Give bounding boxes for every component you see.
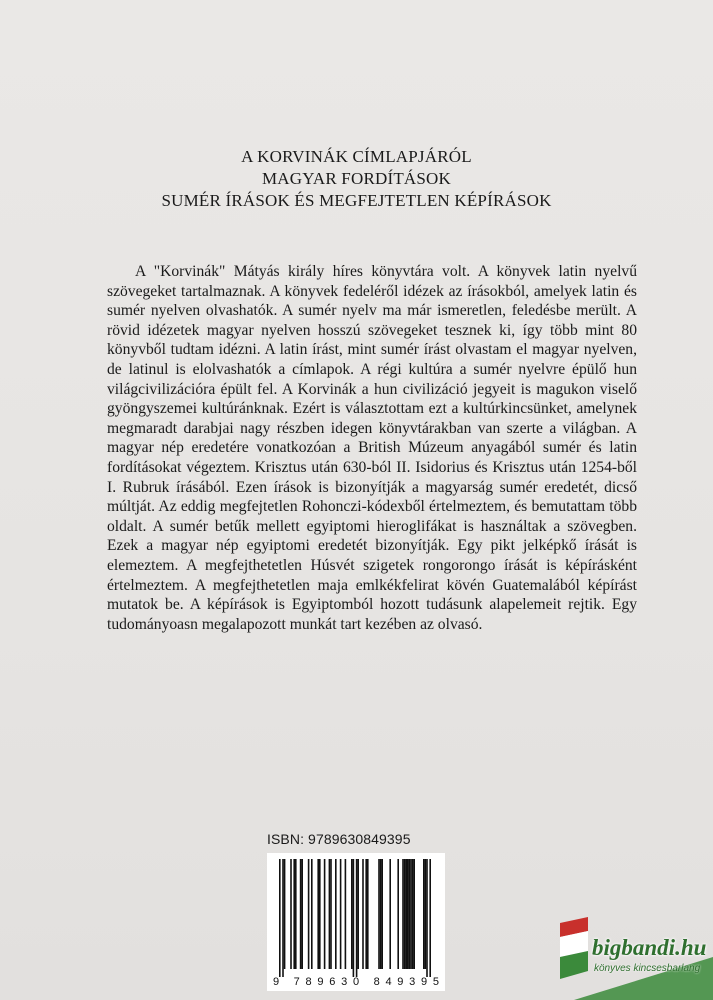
barcode-bar [282, 859, 284, 977]
barcode-bar [378, 859, 380, 969]
logo-name: bigbandi.hu [592, 935, 707, 960]
blurb-text [107, 262, 637, 634]
barcode-bar [308, 859, 310, 969]
barcode-bar [301, 859, 303, 969]
barcode-bar [330, 859, 332, 969]
barcode-bar [389, 859, 391, 969]
barcode-bar [367, 859, 369, 969]
barcode-bar [409, 859, 411, 969]
isbn-block [267, 831, 445, 994]
bigbandi-logo [560, 895, 713, 1000]
barcode-bar [311, 859, 313, 969]
barcode-bar [362, 859, 364, 969]
barcode-bar [423, 859, 425, 969]
barcode-bar [357, 859, 359, 969]
barcode-bar [412, 859, 414, 969]
isbn-barcode [267, 853, 445, 991]
barcode-bar [407, 859, 409, 969]
barcode-bar [300, 859, 302, 969]
heading-line-2: MAGYAR FORDÍTÁSOK [261, 169, 451, 188]
barcode-bar [353, 859, 355, 977]
barcode-bar [402, 859, 404, 969]
barcode-bar [290, 859, 292, 969]
barcode-bar [365, 859, 367, 969]
barcode-bar [319, 859, 321, 969]
barcode-bar [397, 859, 399, 969]
barcode-bar [404, 859, 406, 969]
barcode-bar [335, 859, 337, 969]
barcode-bar [380, 859, 382, 969]
barcode-bar [295, 859, 297, 969]
barcode-bar [426, 859, 428, 977]
barcode-digits: 9 789630 849395 [273, 976, 439, 988]
blurb-paragraph: A "Korvinák" Mátyás király híres könyvtára volt. A könyvek latin nyelvű szövegeket tartalmaznak. A könyvek fedeléről idézek az írásokból, amelyek latin és sumér nyelven olvashatók. A sumér nyelv ma már ismeretlen, feledésbe merült. A rövid idézetek magyar nyelven hosszú szövegeket tesznek ki, így több mint 80 könyvből tudtam idézni. A latin írást, mint sumér írást olvastam el magyar nyelven, de latinul is elolvashatók a címlapok. A régi kultúra a sumér nyelvre épülő hun világcivilizációra épült fel. A Korvinák a hun civilizáció jegyeit is magukon viselő gyöngyszemei kultúránknak. Ezért is választottam ezt a kultúrkincsünket, amelynek megmaradt darabjai nagy részben idegen könyvtárakban van szerte a világban. A magyar nép eredetére vonatkozóan a British Múzeum anyagából sumér és latin fordításokat végeztem. Krisztus után 630-ból II. Isidorius és Krisztus után 1254-ből I. Rubruk írásából. Ezen írások is bizonyítják a magyarság sumér eredetét, dicső múltját. Az eddig megfejtetlen Rohonczi-kódexből értelmeztem, és bemutattam több oldalt. A sumér betűk mellett egyiptomi hieroglifákat is használtak a szövegben. Ezek a magyar nép egyiptomi eredetét bizonyítják. Egy pikt jelképkő írását is elemeztem. A megfejthetetlen Húsvét szigetek rongorongo írását is képírásként értelmeztem. A megfejthetetlen maja emlkékfelirat kövén Guatemalából képírást mutatok be. A képírások is Egyiptomból hozott tudásunk alapelemeit rejtik. Egy tudományoasn megalapozott munkát tart kezében az olvasó. [107, 263, 637, 633]
barcode-bar [351, 859, 353, 969]
barcode-bar [413, 859, 415, 969]
barcode-bar [410, 859, 412, 969]
barcode-bar [317, 859, 319, 969]
barcode-bar [293, 859, 295, 969]
barcode-bar [324, 859, 326, 969]
heading-line-3: SUMÉR ÍRÁSOK ÉS MEGFEJTETLEN KÉPÍRÁSOK [161, 191, 552, 210]
barcode-graphic [267, 853, 445, 991]
barcode-bar [425, 859, 427, 969]
barcode-bar [429, 859, 431, 977]
isbn-label: ISBN: 9789630849395 [267, 831, 411, 847]
barcode-bar [279, 859, 281, 977]
heading-line-1: A KORVINÁK CÍMLAPJÁRÓL [241, 147, 472, 166]
barcode-bar [405, 859, 407, 969]
barcode-bar [340, 859, 342, 969]
barcode-bar [356, 859, 358, 977]
logo-tagline: könyves kincsesbarlang [594, 963, 701, 974]
barcode-bar [345, 859, 347, 969]
cover-heading [0, 146, 713, 212]
barcode-bar [381, 859, 383, 969]
barcode-bar [284, 859, 286, 969]
barcode-bar [329, 859, 331, 969]
